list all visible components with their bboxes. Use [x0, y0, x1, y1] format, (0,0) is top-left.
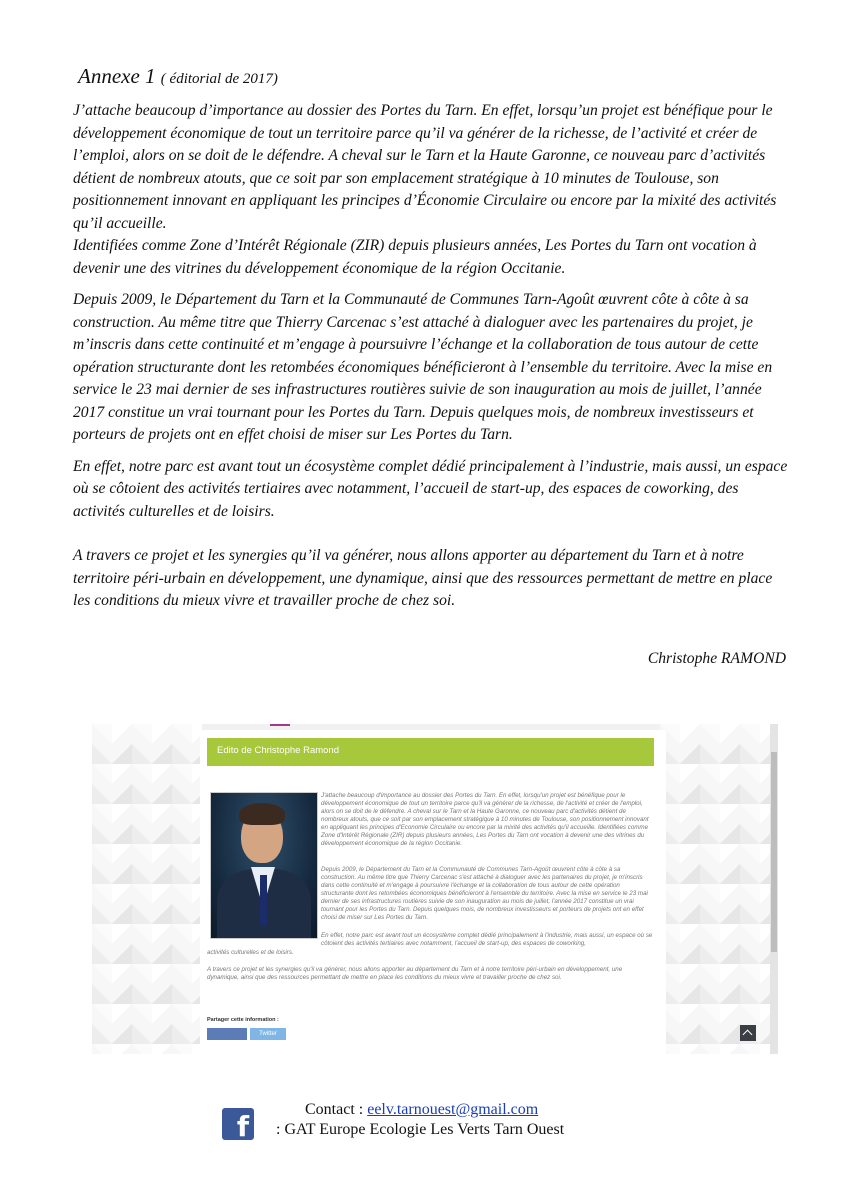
- facebook-group-name: : GAT Europe Ecologie Les Verts Tarn Ouest: [276, 1121, 565, 1138]
- screenshot-paragraph-2: Depuis 2009, le Département du Tarn et la Communauté de Communes Tarn-Agoût œuvrent côte à côte à sa construction. Au même titre que Thierry Carcenac s'est attaché à dialoguer avec les partenaires du projet, je m'inscris dans cette continuité et m'engage à poursuivre l'échange et la collaboration de tous autour de cette opération structurante dont les retombées économiques bénéficieront à l'ensemble du territoire. Avec la mise en service le 23 mai dernier de ses infrastructures routières suivie de son inauguration au mois de juillet, l'année 2017 constitue un vrai tournant pour les Portes du Tarn. Depuis quelques mois, de nombreux investisseurs et porteurs de projets ont en effet choisi de miser sur Les Portes du Tarn.: [321, 866, 648, 921]
- contact-label: Contact :: [305, 1101, 368, 1118]
- decorative-background-left: [92, 724, 202, 1054]
- twitter-share-button: [250, 1028, 286, 1040]
- paragraph-2: Identifiées comme Zone d’Intérêt Régionale (ZIR) depuis plusieurs années, Les Portes du Tarn ont vocation à devenir une des vitrines du développement économique de la région Occitanie.: [73, 237, 757, 277]
- heading-banner: [207, 738, 654, 766]
- nav-accent: [270, 724, 290, 726]
- signature: Christophe RAMOND: [647, 650, 786, 667]
- back-to-top-icon: [740, 1025, 756, 1041]
- decorative-background-right: [660, 724, 770, 1054]
- photo-tie: [260, 875, 267, 925]
- paragraph-5: A travers ce projet et les synergies qu’il va générer, nous allons apporter au département du Tarn et à notre territoire péri-urbain en développement, une dynamique, ainsi que des ressources permettant de mettre en place les conditions du mieux vivre et travailler proche de chez soi.: [73, 547, 773, 609]
- twitter-label: Twitter: [259, 1031, 277, 1037]
- contact-email-link[interactable]: eelv.tarnouest@gmail.com: [367, 1101, 539, 1118]
- facebook-share-button: [207, 1028, 247, 1040]
- annex-title-main: Annexe 1: [78, 64, 156, 88]
- content-panel: [200, 730, 666, 1054]
- scrollbar-thumb: [771, 752, 777, 952]
- annex-title: [78, 64, 278, 89]
- paragraph-4: En effet, notre parc est avant tout un écosystème complet dédié principalement à l’industrie, mais aussi, un espace où se côtoient des activités tertiaires avec notamment, l’accueil de start-up, des espaces de coworking, des activités culturelles et de loisirs.: [73, 457, 788, 520]
- screenshot-paragraph-4: A travers ce projet et les synergies qu'il va générer, nous allons apporter au département du Tarn et à notre territoire péri-urbain en développement, une dynamique, ainsi que des ressources permettant de mettre en place les conditions du mieux vivre et travailler proche de chez soi.: [207, 966, 623, 981]
- share-label: Partager cette information :: [207, 1017, 279, 1023]
- photo-hair: [239, 803, 285, 825]
- embedded-webpage-screenshot: [92, 724, 778, 1054]
- screenshot-paragraph-1: J'attache beaucoup d'importance au dossier des Portes du Tarn. En effet, lorsqu'un projet est bénéfique pour le développement économique de tout un territoire parce qu'il va générer de la richesse, de l'activité et créer de l'emploi, alors on se doit de le défendre. A cheval sur le Tarn et la Haute Garonne, ce nouveau parc d'activités détient de nombreux atouts, que ce soit par son emplacement stratégique à 10 minutes de Toulouse, son positionnement innovant en appliquant les principes d'Economie Circulaire ou encore par la mixité des activités qu'il accueille. Identifiées comme Zone d'Intérêt Régionale (ZIR) depuis plusieurs années, Les Portes du Tarn ont vocation à devenir une des vitrines du développement économique de la région Occitanie.: [321, 792, 649, 847]
- annex-title-sub: ( éditorial de 2017): [160, 71, 278, 87]
- screenshot-paragraph-3b: activités culturelles et de loisirs.: [207, 949, 294, 956]
- editorial-body: [73, 100, 789, 622]
- paragraph-3: Depuis 2009, le Département du Tarn et la Communauté de Communes Tarn-Agoût œuvrent côte à côte à sa construction. Au même titre que Thierry Carcenac s’est attaché à dialoguer avec les partenaires du projet, je m’inscris dans cette continuité et m’engage à poursuivre l’échange et la collaboration de tous autour de cette opération structurante dont les retombées économiques bénéficieront à l’ensemble du territoire. Avec la mise en service le 23 mai dernier de ses infrastructures routières suivie de son inauguration au mois de juillet, l’année 2017 constitue un vrai tournant pour les Portes du Tarn. Depuis quelques mois, de nombreux investisseurs et porteurs de projets ont en effet choisi de miser sur Les Portes du Tarn.: [73, 291, 773, 443]
- heading-text: Edito de Christophe Ramond: [217, 745, 339, 756]
- paragraph-1: J’attache beaucoup d’importance au dossier des Portes du Tarn. En effet, lorsqu’un projet est bénéfique pour le développement économique de tout un territoire parce qu’il va générer de la richesse, de l’activité et créer de l’emploi, alors on se doit de le défendre. A cheval sur le Tarn et la Haute Garonne, ce nouveau parc d’activités détient de nombreux atouts, que ce soit par son emplacement stratégique à 10 minutes de Toulouse, son positionnement innovant en appliquant les principes d’Économie Circulaire ou encore par la mixité des activités qu’il accueille.: [73, 102, 777, 232]
- screenshot-paragraph-3a: En effet, notre parc est avant tout un écosystème complet dédié principalement à l'industrie, mais aussi, un espace où se côtoient des activités tertiaires avec notamment, l'accueil de start-up, des espaces de coworking,: [321, 932, 653, 947]
- facebook-icon: f: [222, 1108, 254, 1140]
- portrait-photo: [210, 792, 318, 939]
- contact-line: [305, 1101, 538, 1119]
